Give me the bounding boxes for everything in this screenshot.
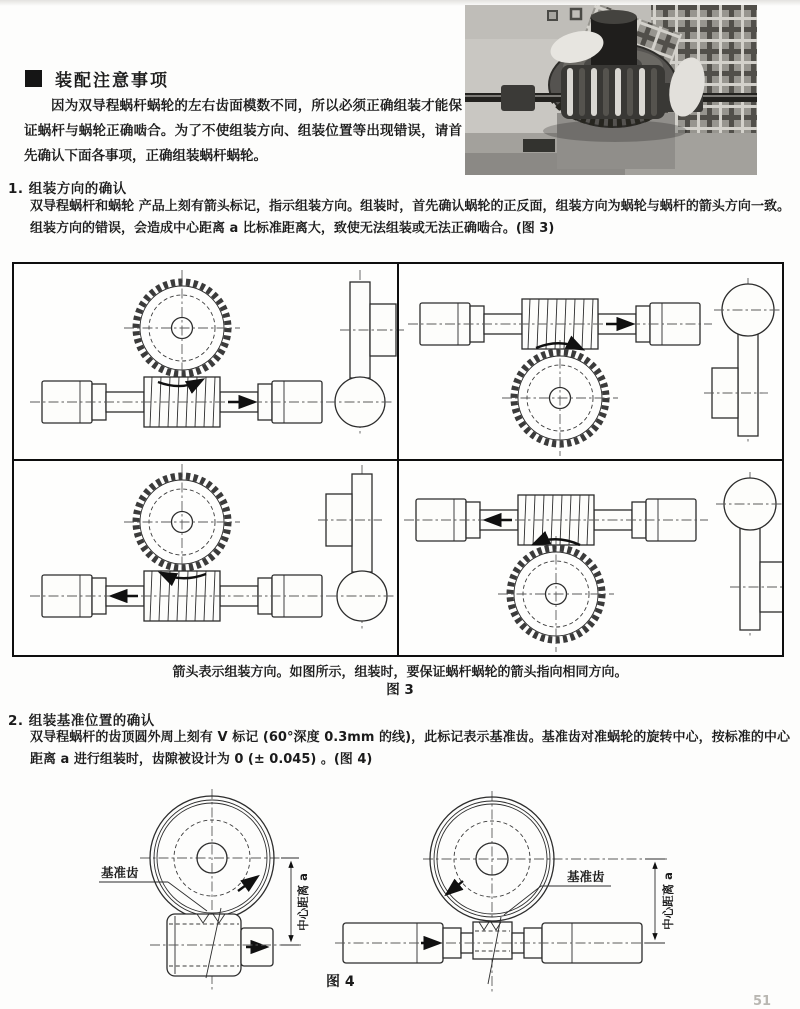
figure3-quadrant-bottom-right [404,472,782,652]
center-distance-label: 中心距离 a [296,873,310,931]
figure3-quadrant-top-left [30,270,404,436]
figure3-caption: 箭头表示组装方向。如图所示，组装时，要保证蜗杆蜗轮的箭头指向相同方向。 [172,665,628,680]
figure3-quadrant-bottom-left [30,464,396,630]
section-heading-row [25,66,169,91]
center-distance-label: 中心距离 a [661,872,675,930]
section2-heading: 2. 组装基准位置的确认 [8,713,155,729]
figure3-drawing [14,264,782,655]
page-number: 51 [753,994,772,1009]
datum-tooth-label: 基准齿 [567,869,605,884]
section2-body: 双导程蜗杆的齿顶圆外周上刻有 V 标记 (60°深度 0.3mm 的线)，此标记表示基准齿。基准齿对准蜗轮的旋转中心，按标准的中心距离 a 进行组装时，齿隙被设计为 0 (± 0.045) 。(图 4) [30,730,790,767]
worm-photo [561,65,665,119]
figure4-left-drawing [99,789,310,991]
side-view [704,278,782,444]
worm-gear-assembly-photo-illustration [465,5,757,175]
worm-section [473,922,512,959]
figure3 [12,262,784,657]
figure4-right-drawing [335,791,675,993]
side-view [326,270,404,436]
side-view [716,472,782,638]
heading-square-bullet [25,70,42,87]
figure3-label: 图 3 [386,682,414,698]
intro-paragraph: 因为双导程蜗杆蜗轮的左右齿面模数不同，所以必须正确组装才能保证蜗杆与蜗轮正确啮合。为了不使组装方向、组装位置等出现错误，请首先确认下面各事项，正确组装蜗杆蜗轮。 [24,98,462,164]
figure4 [55,781,715,996]
figure3-quadrant-top-right [408,278,782,456]
wheel-rotation-arrow [238,877,257,891]
datum-tooth-label: 基准齿 [101,865,139,880]
side-view [318,465,396,630]
wheel-rotation-arrow [447,881,463,894]
section1-body: 双导程蜗杆和蜗轮 产品上刻有箭头标记，指示组装方向。组装时，首先确认蜗轮的正反面，组装方向为蜗轮与蜗杆的箭头方向一致。组装方向的错误，会造成中心距离 a 比标准距离大，致使无法组装或无法正确啮合。(图 3) [30,199,790,236]
figure4-drawing [55,781,715,996]
section1-heading: 1. 组装方向的确认 [8,181,127,197]
page-title: 装配注意事项 [55,71,169,91]
assembly-photo [465,5,757,175]
figure4-label: 图 4 [326,974,355,990]
